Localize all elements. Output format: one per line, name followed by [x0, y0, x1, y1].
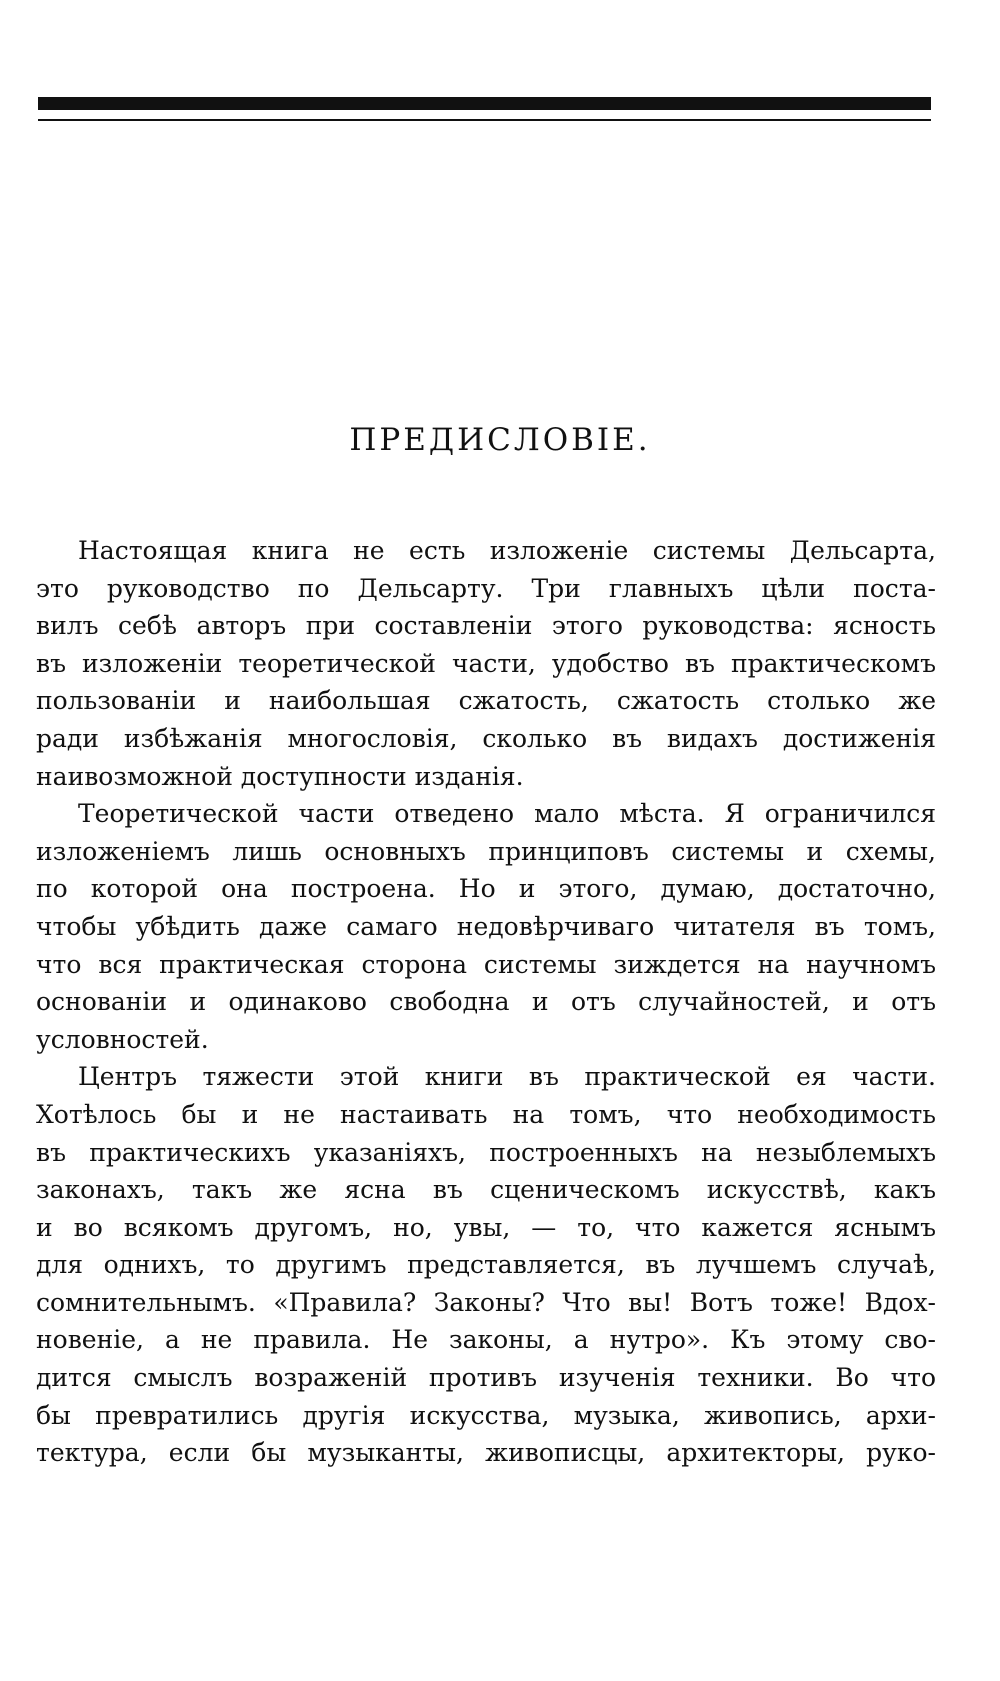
- header-rule-thick: [38, 97, 931, 110]
- body-text: [36, 532, 936, 1472]
- text-line: условностей.: [36, 1024, 209, 1054]
- text-line: бы превратились другія искусства, музыка, живопись, архи-: [36, 1400, 936, 1430]
- text-line: въ практическихъ указаніяхъ, построенныхъ на незыблемыхъ: [36, 1137, 936, 1167]
- page-title: ПРЕДИСЛОВІЕ.: [349, 422, 651, 458]
- text-line: дится смыслъ возраженій противъ изученія техники. Во что: [36, 1363, 936, 1393]
- text-line: ради избѣжанія многословія, сколько въ видахъ достиженія: [36, 723, 936, 753]
- text-line: Настоящая книга не есть изложеніе системы Дельсарта,: [78, 536, 936, 565]
- text-line: тектура, если бы музыканты, живописцы, архитекторы, руко-: [36, 1438, 936, 1468]
- text-line: вилъ себѣ авторъ при составленіи этого руководства: ясность: [36, 611, 936, 641]
- text-line: Теоретической части отведено мало мѣста. Я ограничился: [78, 799, 936, 829]
- text-line: чтобы убѣдить даже самаго недовѣрчиваго читателя въ томъ,: [36, 911, 936, 941]
- text-line: основаніи и одинаково свободна и отъ случайностей, и отъ: [36, 987, 936, 1017]
- text-line: это руководство по Дельсарту. Три главныхъ цѣли поста-: [36, 573, 936, 603]
- text-line: сомнительнымъ. «Правила? Законы? Что вы! Вотъ тоже! Вдох-: [36, 1287, 936, 1317]
- text-line: пользованіи и наибольшая сжатость, сжатость столько же: [36, 686, 936, 716]
- text-line: новеніе, а не правила. Не законы, а нутро». Къ этому сво-: [36, 1325, 936, 1355]
- text-line: изложеніемъ лишь основныхъ принциповъ системы и схемы,: [36, 836, 936, 866]
- text-line: что вся практическая сторона системы зиждется на научномъ: [36, 949, 936, 979]
- text-line: наивозможной доступности изданія.: [36, 761, 524, 791]
- header-rule-thin: [38, 119, 931, 121]
- text-line: по которой она построена. Но и этого, думаю, достаточно,: [36, 874, 936, 904]
- text-line: и во всякомъ другомъ, но, увы, — то, что кажется яснымъ: [36, 1212, 936, 1242]
- text-line: Хотѣлось бы и не настаивать на томъ, что необходимость: [36, 1099, 936, 1129]
- text-line: для однихъ, то другимъ представляется, въ лучшемъ случаѣ,: [36, 1250, 936, 1280]
- text-line: Центръ тяжести этой книги въ практической ея части.: [78, 1062, 936, 1092]
- text-line: въ изложеніи теоретической части, удобство въ практическомъ: [36, 648, 936, 678]
- text-line: законахъ, такъ же ясна въ сценическомъ искусствѣ, какъ: [36, 1175, 936, 1205]
